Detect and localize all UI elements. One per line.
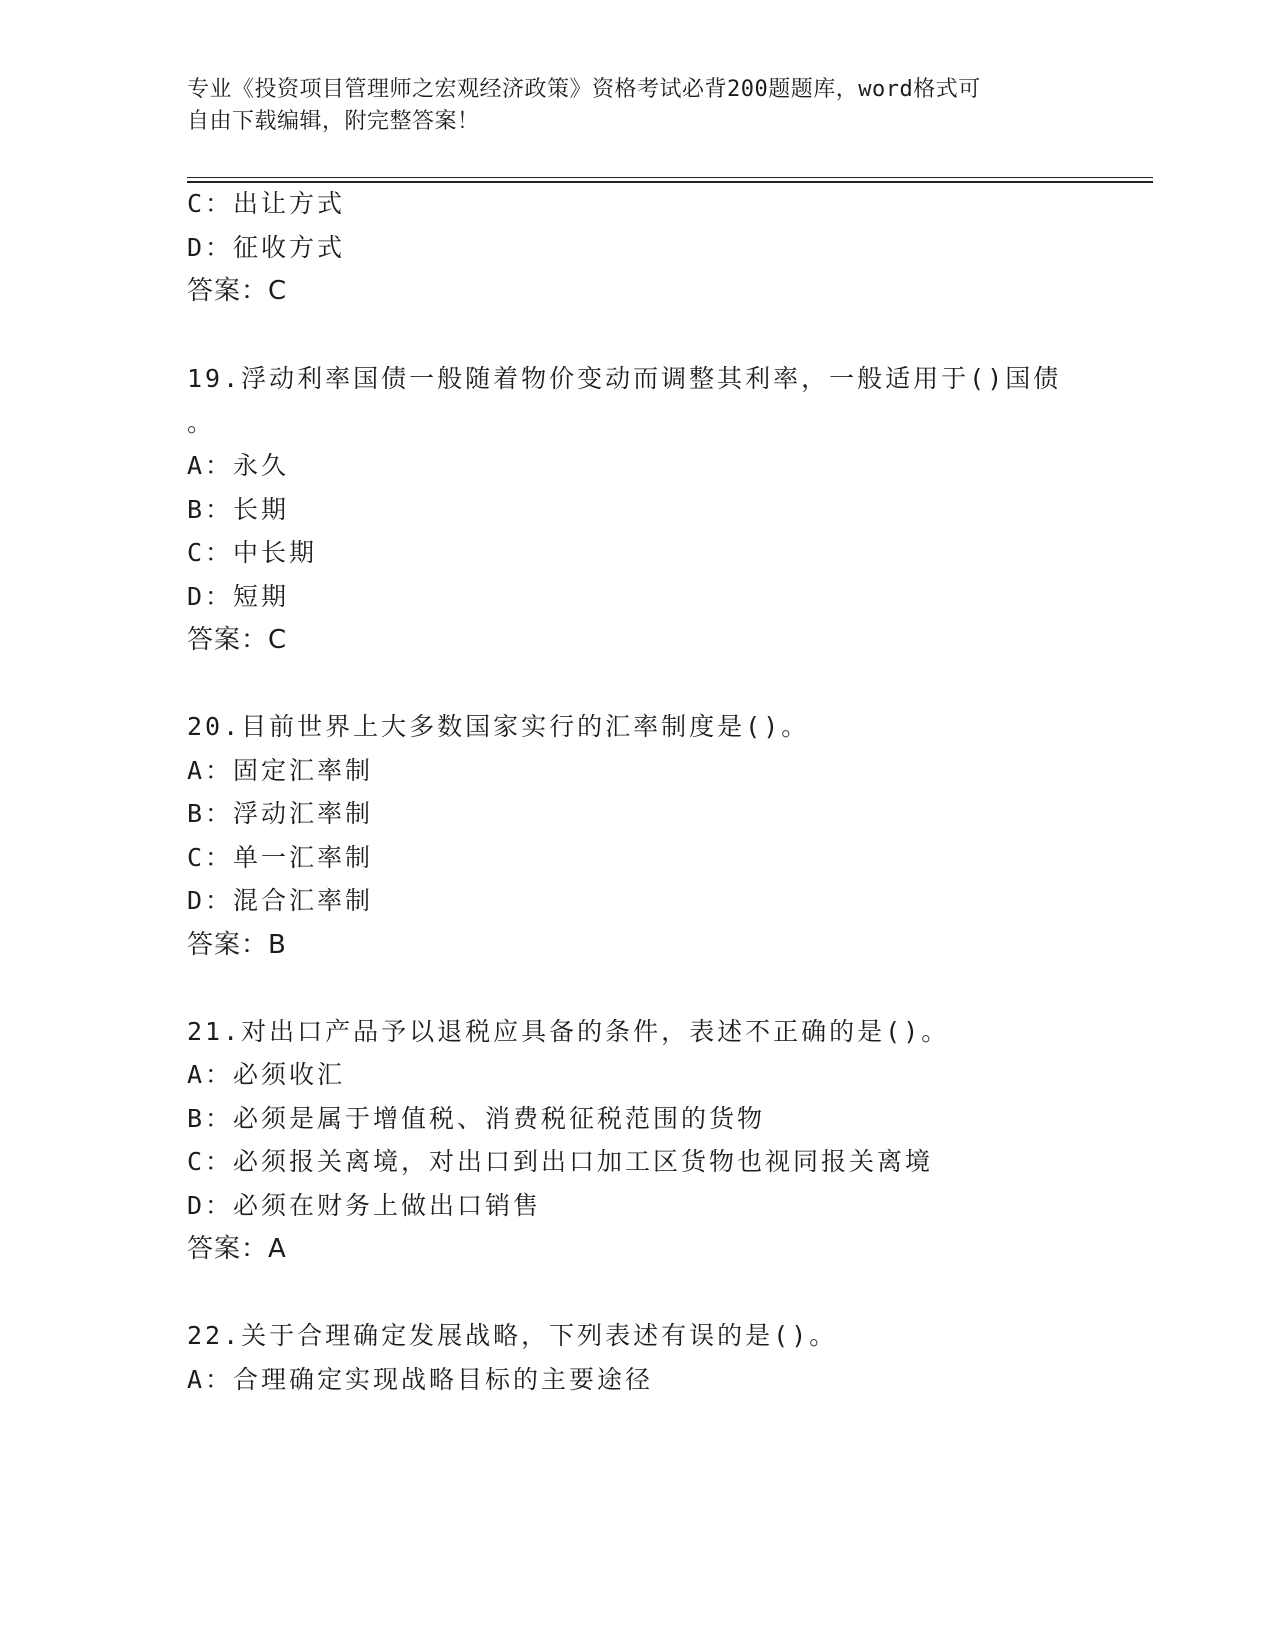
q20-option-b: B：浮动汇率制: [187, 799, 374, 828]
q21-answer: 答案：A: [187, 1234, 287, 1264]
q21-stem: 21.对出口产品予以退税应具备的条件，表述不正确的是()。: [187, 1017, 950, 1046]
prev-answer: 答案：C: [187, 276, 288, 306]
header-line-2: 自由下载编辑，附完整答案！: [187, 109, 480, 134]
q21-option-d: D：必须在财务上做出口销售: [187, 1191, 542, 1220]
document-header: [187, 74, 1067, 138]
q20-stem: 20.目前世界上大多数国家实行的汇率制度是()。: [187, 712, 810, 741]
q21-option-c: C：必须报关离境，对出口到出口加工区货物也视同报关离境: [187, 1147, 934, 1176]
q22-option-a: A：合理确定实现战略目标的主要途径: [187, 1365, 654, 1394]
q20-option-c: C：单一汇率制: [187, 843, 374, 872]
q20-option-d: D：混合汇率制: [187, 886, 374, 915]
header-line-1: 专业《投资项目管理师之宏观经济政策》资格考试必背200题题库，word格式可: [187, 77, 981, 102]
prev-option-c: C：出让方式: [187, 189, 346, 218]
q20-option-a: A：固定汇率制: [187, 756, 374, 785]
q19-option-b: B：长期: [187, 495, 290, 524]
q22-stem: 22.关于合理确定发展战略，下列表述有误的是()。: [187, 1321, 838, 1350]
q19-option-c: C：中长期: [187, 538, 318, 567]
q19-option-d: D：短期: [187, 582, 290, 611]
q20-answer: 答案：B: [187, 930, 287, 960]
q19-option-a: A：永久: [187, 451, 290, 480]
prev-option-d: D：征收方式: [187, 233, 346, 262]
header-divider-thin: [187, 177, 1153, 178]
header-divider-thick: [187, 181, 1153, 183]
q21-option-a: A：必须收汇: [187, 1060, 346, 1089]
q19-answer: 答案：C: [187, 625, 288, 655]
q19-stem: 19.浮动利率国债一般随着物价变动而调整其利率，一般适用于()国债: [187, 364, 1062, 393]
q21-option-b: B：必须是属于增值税、消费税征税范围的货物: [187, 1104, 766, 1133]
q19-stem-cont: 。: [187, 408, 216, 437]
